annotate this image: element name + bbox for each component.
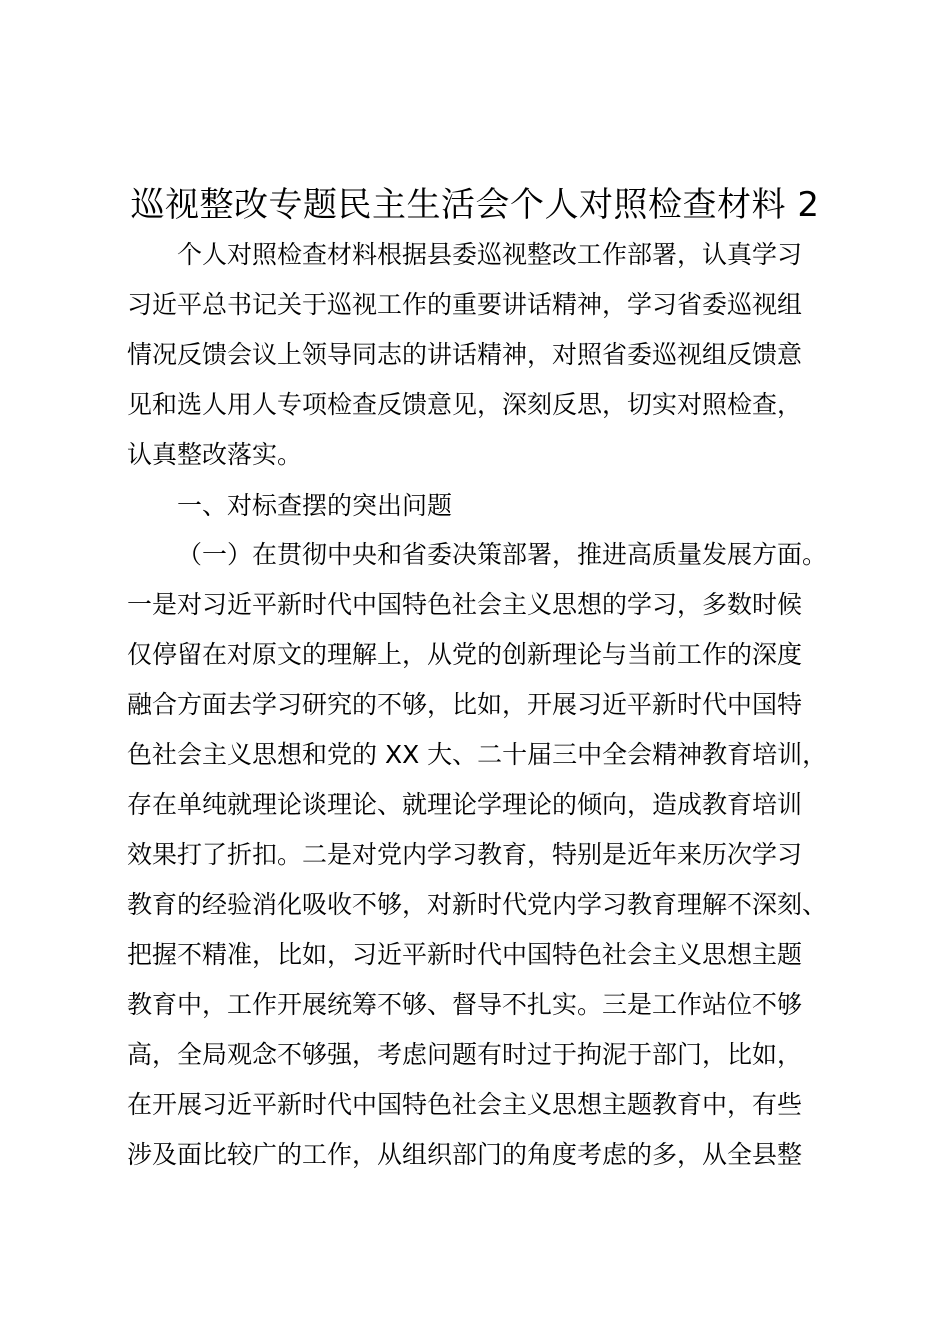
section-heading: 一、对标查摆的突出问题 [177,491,453,520]
body-line: 效果打了折扣。二是对党内学习教育，特别是近年来历次学习 [127,840,803,869]
body-line: 高，全局观念不够强，考虑问题有时过于拘泥于部门，比如， [127,1040,803,1069]
subsection-line: （一）在贯彻中央和省委决策部署，推进高质量发展方面。 [177,540,828,569]
intro-line: 习近平总书记关于巡视工作的重要讲话精神，学习省委巡视组 [127,290,803,319]
intro-line: 情况反馈会议上领导同志的讲话精神，对照省委巡视组反馈意 [127,340,803,369]
body-line: 在开展习近平新时代中国特色社会主义思想主题教育中，有些 [127,1090,803,1119]
intro-line: 个人对照检查材料根据县委巡视整改工作部署，认真学习 [177,240,803,269]
body-line: 一是对习近平新时代中国特色社会主义思想的学习，多数时候 [127,590,803,619]
body-line: 涉及面比较广的工作，从组织部门的角度考虑的多，从全县整 [127,1140,803,1169]
body-line: 融合方面去学习研究的不够，比如，开展习近平新时代中国特 [127,690,803,719]
body-line: 色社会主义思想和党的 XX 大、二十届三中全会精神教育培训， [127,740,828,769]
body-line: 教育中，工作开展统筹不够、督导不扎实。三是工作站位不够 [127,990,803,1019]
intro-line: 认真整改落实。 [127,440,303,469]
body-line: 存在单纯就理论谈理论、就理论学理论的倾向，造成教育培训 [127,790,803,819]
document-title: 巡视整改专题民主生活会个人对照检查材料 2 [130,185,820,225]
body-line: 教育的经验消化吸收不够，对新时代党内学习教育理解不深刻、 [127,890,828,919]
intro-line: 见和选人用人专项检查反馈意见，深刻反思，切实对照检查， [127,390,803,419]
body-line: 把握不精准，比如，习近平新时代中国特色社会主义思想主题 [127,940,803,969]
body-line: 仅停留在对原文的理解上，从党的创新理论与当前工作的深度 [127,640,803,669]
